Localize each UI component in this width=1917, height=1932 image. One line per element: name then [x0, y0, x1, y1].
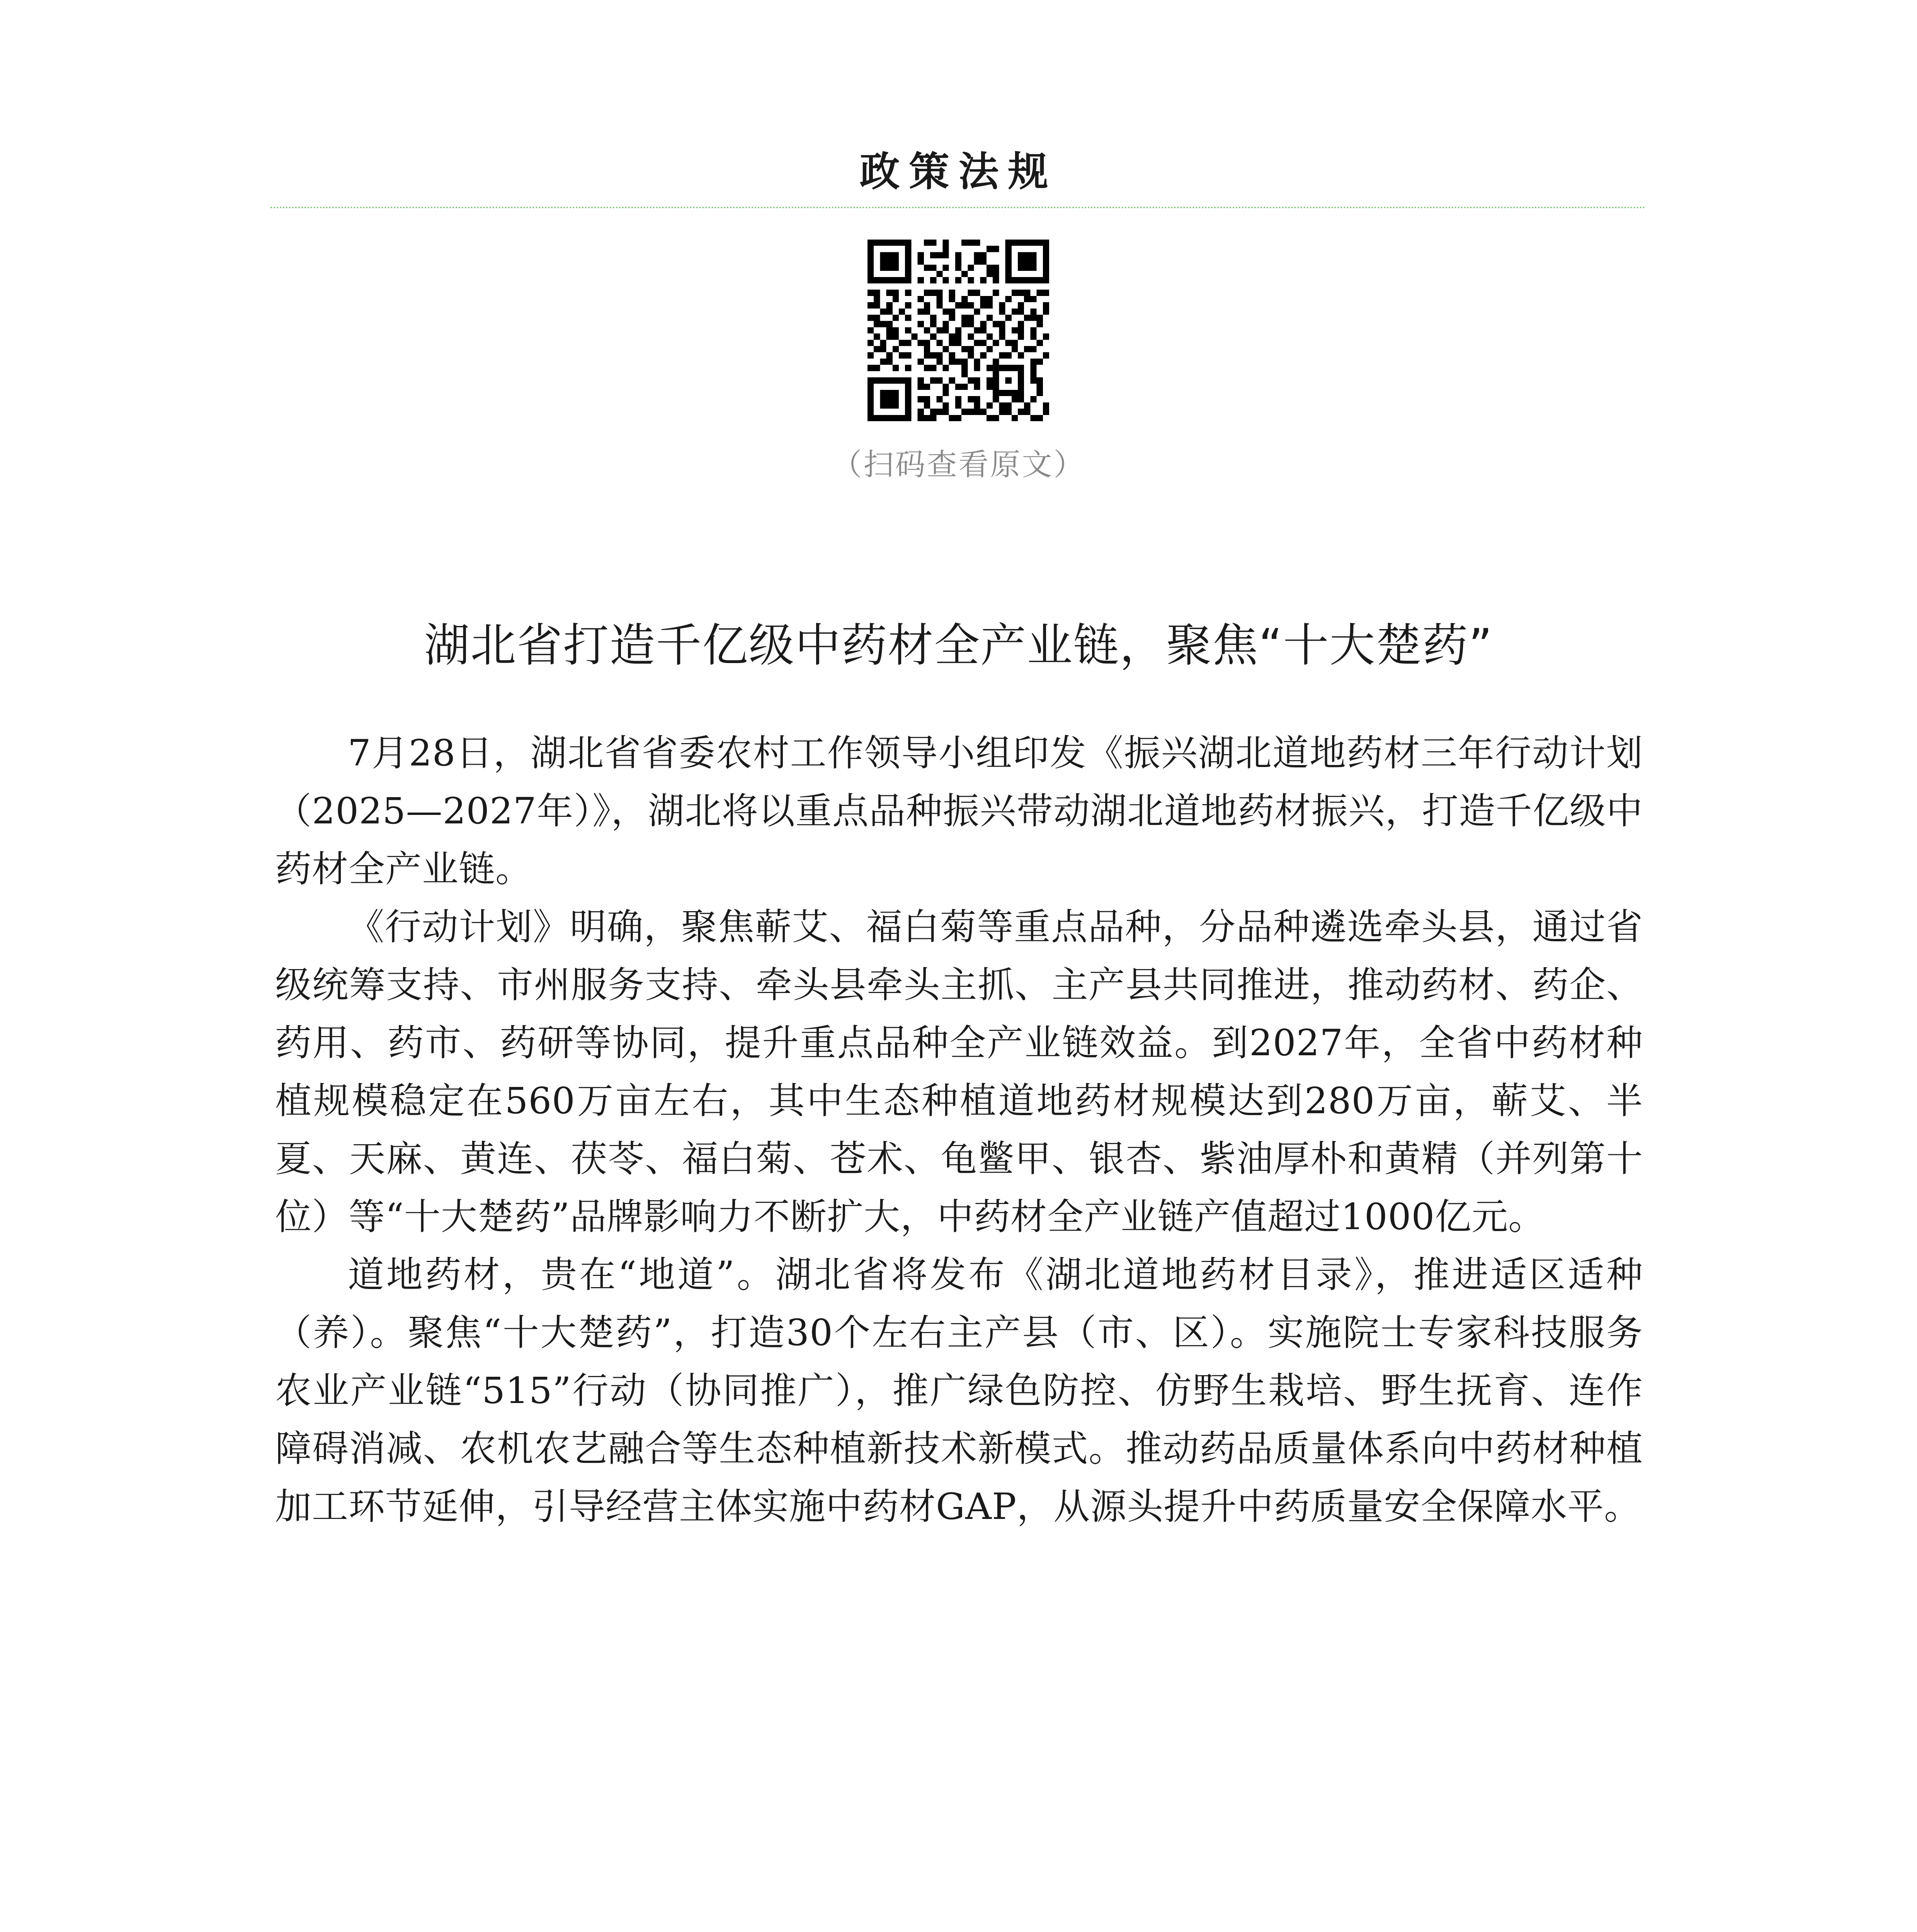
article-title-hubei: 湖北省打造千亿级中药材全产业链，聚焦“十大楚药” [424, 619, 1493, 672]
article-body-hubei [275, 724, 1643, 1536]
qr-code-image [867, 240, 1049, 421]
qr-caption: （扫码查看原文） [832, 447, 1085, 482]
paragraph: 7月28日，湖北省省委农村工作领导小组印发《振兴湖北道地药材三年行动计划（2025—2027年）》，湖北将以重点品种振兴带动湖北道地药材振兴，打造千亿级中药材全产业链。 [275, 732, 1643, 890]
header-divider [270, 207, 1646, 208]
paragraph: 道地药材，贵在“地道”。湖北省将发布《湖北道地药材目录》，推进适区适种（养）。聚焦“十大楚药”，打造30个左右主产县（市、区）。实施院士专家科技服务农业产业链“515”行动（协同推广），推广绿色防控、仿野生栽培、野生抚育、连作障碍消减、农机农艺融合等生态种植新技术新模式。推动药品质量体系向中药材种植加工环节延伸，引导经营主体实施中药材GAP，从源头提升中药质量安全保障水平。 [275, 1254, 1643, 1528]
qr-code[interactable] [867, 240, 1049, 421]
paragraph: 《行动计划》明确，聚焦蕲艾、福白菊等重点品种，分品种遴选牵头县，通过省级统筹支持、市州服务支持、牵头县牵头主抓、主产县共同推进，推动药材、药企、药用、药市、药研等协同，提升重点品种全产业链效益。到2027年，全省中药材种植规模稳定在560万亩左右，其中生态种植道地药材规模达到280万亩，蕲艾、半夏、天麻、黄连、茯苓、福白菊、苍术、龟鳖甲、银杏、紫油厚朴和黄精（并列第十位）等“十大楚药”品牌影响力不断扩大，中药材全产业链产值超过1000亿元。 [275, 906, 1643, 1238]
section-header-title: 政策法规 [859, 148, 1058, 195]
